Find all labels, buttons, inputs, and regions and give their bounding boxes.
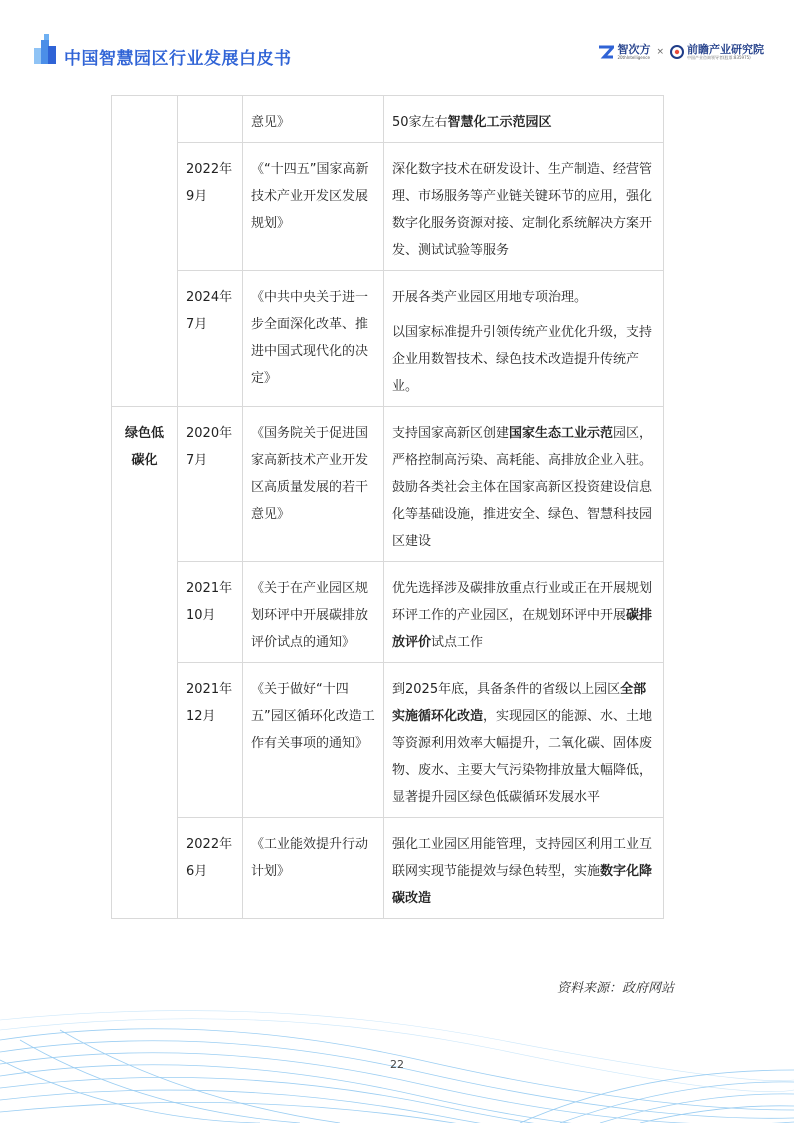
table-row xyxy=(112,407,664,562)
brand2-sub: 中国产业咨询领导者(股票:835975) xyxy=(687,55,751,60)
description-text xyxy=(392,420,655,555)
bold-highlight: 数字化降碳改造 xyxy=(392,864,653,906)
description-cell xyxy=(384,271,664,407)
table-row xyxy=(112,818,664,919)
text-segment: ，实现园区的能源、水、土地等资源利用效率大幅提升，二氧化碳、固体废物、废水、主要大气污染物排放量大幅降低，显著提升园区绿色低碳循环发展水平 xyxy=(392,709,653,805)
text-segment: 园区，严格控制高污染、高耗能、高排放企业入驻。鼓励各类社会主体在国家高新区投资建设信息化等基础设施，推进安全、绿色、智慧科技园区建设 xyxy=(392,426,653,549)
date-cell: 2024年7月 xyxy=(178,271,243,407)
table-row xyxy=(112,96,664,143)
table-row xyxy=(112,271,664,407)
text-segment: 深化数字技术在研发设计、生产制造、经营管理、市场服务等产业链关键环节的应用，强化数字化服务资源对接、定制化系统解决方案开发、测试试验等服务 xyxy=(392,162,653,258)
table-row xyxy=(112,143,664,271)
text-segment: 开展各类产业园区用地专项治理。 xyxy=(392,290,588,305)
document-cell: 意见》 xyxy=(243,96,384,143)
document-cell: 《中共中央关于进一步全面深化改革、推进中国式现代化的决定》 xyxy=(243,271,384,407)
zhicifang-logo-icon xyxy=(598,44,614,60)
text-segment: 试点工作 xyxy=(431,635,484,650)
description-text xyxy=(392,109,655,136)
page-header xyxy=(0,0,794,80)
description-text xyxy=(392,676,655,811)
bold-highlight: 碳排放评价 xyxy=(392,608,653,650)
times-sign: × xyxy=(656,47,664,57)
date-cell: 2020年7月 xyxy=(178,407,243,562)
date-cell: 2022年6月 xyxy=(178,818,243,919)
description-cell xyxy=(384,818,664,919)
logo-cubes-icon xyxy=(32,34,58,68)
source-note: 资料来源：政府网站 xyxy=(556,981,674,996)
brand1-sub: 20thIntelligence xyxy=(617,55,650,60)
description-cell xyxy=(384,143,664,271)
description-text xyxy=(392,284,655,311)
brand1-name: 智次方 xyxy=(617,43,651,56)
brand-qianzhan xyxy=(670,44,764,60)
bold-highlight: 全部实施循环化改造 xyxy=(392,682,647,724)
description-cell xyxy=(384,407,664,562)
brand2-name: 前瞻产业研究院 xyxy=(687,43,764,56)
description-text xyxy=(392,156,655,264)
date-cell xyxy=(178,96,243,143)
brand-logos xyxy=(598,44,764,60)
description-cell xyxy=(384,96,664,143)
text-segment: 优先选择涉及碳排放重点行业或正在开展规划环评工作的产业园区，在规划环评中开展 xyxy=(392,581,653,623)
text-segment: 50家左右 xyxy=(392,115,448,130)
date-cell: 2021年12月 xyxy=(178,663,243,818)
description-cell xyxy=(384,663,664,818)
date-cell: 2021年10月 xyxy=(178,562,243,663)
document-cell: 《关于在产业园区规划环评中开展碳排放评价试点的通知》 xyxy=(243,562,384,663)
document-cell: 《“十四五”国家高新技术产业开发区发展规划》 xyxy=(243,143,384,271)
policy-table xyxy=(111,95,664,919)
table-row xyxy=(112,562,664,663)
page-number: 22 xyxy=(390,1058,404,1071)
document-cell: 《工业能效提升行动计划》 xyxy=(243,818,384,919)
table-row xyxy=(112,663,664,818)
category-cell: 绿色低碳化 xyxy=(112,407,178,919)
description-text-2: 以国家标准提升引领传统产业优化升级，支持企业用数智技术、绿色技术改造提升传统产业。 xyxy=(392,325,653,394)
description-cell xyxy=(384,562,664,663)
category-cell xyxy=(112,96,178,407)
bold-highlight: 智慧化工示范园区 xyxy=(447,115,552,130)
text-segment: 支持国家高新区创建 xyxy=(392,426,510,441)
document-cell: 《关于做好“十四五”园区循环化改造工作有关事项的通知》 xyxy=(243,663,384,818)
text-segment: 到2025年底，具备条件的省级以上园区 xyxy=(392,682,621,697)
bold-highlight: 国家生态工业示范 xyxy=(509,426,614,441)
document-cell: 《国务院关于促进国家高新技术产业开发区高质量发展的若干意见》 xyxy=(243,407,384,562)
brand-zhicifang xyxy=(598,44,650,60)
text-segment: 强化工业园区用能管理，支持园区利用工业互联网实现节能提效与绿色转型，实施 xyxy=(392,837,653,879)
description-text xyxy=(392,831,655,912)
qianzhan-logo-icon xyxy=(670,45,684,59)
page-title: 中国智慧园区行业发展白皮书 xyxy=(64,49,292,69)
description-text xyxy=(392,575,655,656)
date-cell: 2022年9月 xyxy=(178,143,243,271)
